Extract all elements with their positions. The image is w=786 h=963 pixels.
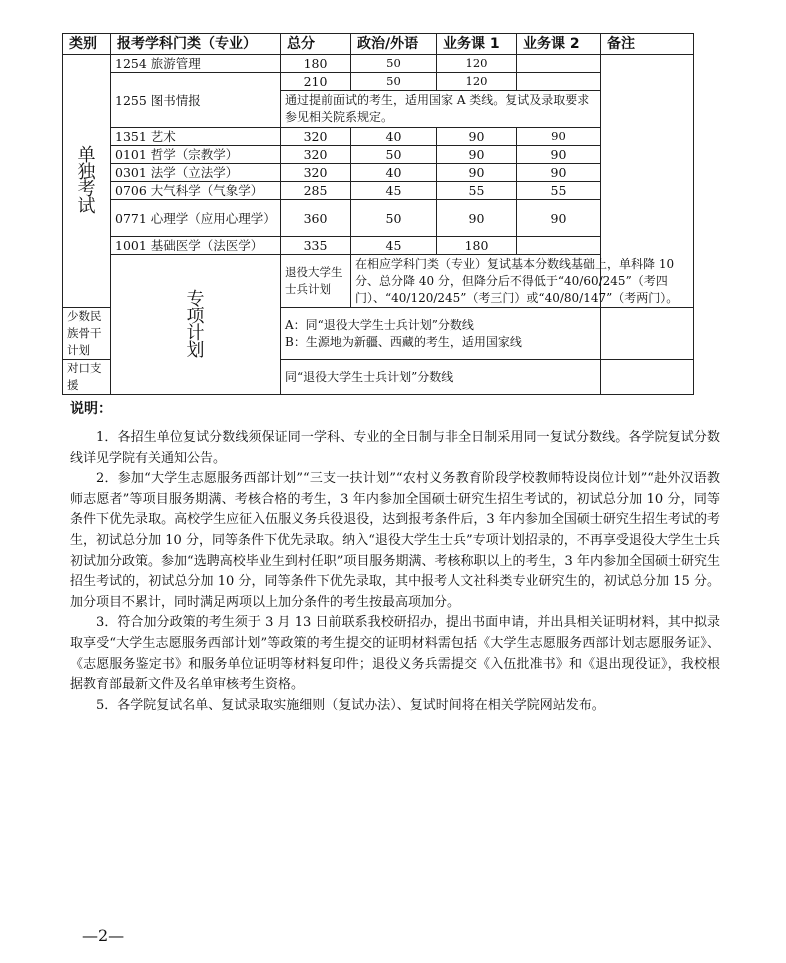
course2-cell	[517, 73, 601, 91]
plan-name: 少数民族骨干计划	[63, 308, 111, 360]
table-row	[63, 128, 694, 146]
total-cell: 210	[281, 73, 351, 91]
plan-desc-b: B：生源地为新疆、西藏的考生，适用国家线	[285, 334, 522, 349]
subject-cell: 1254 旅游管理	[111, 55, 281, 73]
politics-cell: 45	[351, 182, 437, 200]
politics-cell: 50	[351, 146, 437, 164]
header-total: 总分	[281, 34, 351, 55]
table-row	[63, 164, 694, 182]
total-cell: 320	[281, 146, 351, 164]
table-row	[63, 55, 694, 73]
course2-cell: 90	[517, 146, 601, 164]
course1-cell: 90	[437, 128, 517, 146]
course1-cell: 55	[437, 182, 517, 200]
header-course1: 业务课 1	[437, 34, 517, 55]
course1-cell: 120	[437, 73, 517, 91]
course2-cell: 90	[517, 200, 601, 237]
note-item: 5．各学院复试名单、复试录取实施细则（复试办法）、复试时间将在相关学院网站发布。	[96, 697, 605, 713]
score-table	[62, 33, 694, 395]
politics-cell: 50	[351, 73, 437, 91]
header-course2: 业务课 2	[517, 34, 601, 55]
subject-cell: 1255 图书情报	[111, 73, 281, 128]
course1-cell: 120	[437, 55, 517, 73]
header-category: 类别	[63, 34, 111, 55]
header-politics: 政治/外语	[351, 34, 437, 55]
header-remark: 备注	[601, 34, 694, 55]
plan-name: 退役大学生士兵计划	[281, 255, 351, 308]
plan-desc: 在相应学科门类（专业）复试基本分数线基础上，单科降 10 分、总分降 40 分，但降分后不得低于“40/60/245”（考四门）、“40/120/245”（考三门）或“40/80/147”（考两门）。	[351, 255, 694, 308]
course2-cell	[517, 55, 601, 73]
subject-cell: 0301 法学（立法学）	[111, 164, 281, 182]
category-single-exam: 单独考试	[63, 55, 111, 308]
note-item: 1．各招生单位复试分数线须保证同一学科、专业的全日制与非全日制采用同一复试分数线。各学院复试分数线详见学院有关通知公告。	[70, 430, 720, 466]
table-row	[63, 200, 694, 237]
notes-title: 说明：	[70, 401, 112, 417]
total-cell: 180	[281, 55, 351, 73]
table-row	[63, 182, 694, 200]
subject-cell: 0771 心理学（应用心理学）	[111, 200, 281, 237]
table-row	[63, 73, 694, 91]
plan-desc	[281, 308, 601, 360]
politics-cell: 40	[351, 164, 437, 182]
table-row	[63, 237, 694, 255]
course2-cell: 55	[517, 182, 601, 200]
course2-cell: 90	[517, 128, 601, 146]
remark-cell	[601, 360, 694, 395]
table-row	[63, 255, 694, 308]
category-special-plan: 专项计划	[111, 255, 281, 395]
plan-desc: 同“退役大学生士兵计划”分数线	[281, 360, 601, 395]
note-item: 3．符合加分政策的考生须于 3 月 13 日前联系我校研招办，提出书面申请，并出具相关证明材料，其中拟录取享受“大学生志愿服务西部计划”等政策的考生提交的证明材料需包括《大学生志愿服务西部计划志愿服务证》、《志愿服务鉴定书》和服务单位证明等材料复印件；退役义务兵需提交《入伍批准书》和《退出现役证》，我校根据教育部最新文件及名单审核考生资格。	[70, 615, 720, 693]
table-header-row	[63, 34, 694, 55]
total-cell: 335	[281, 237, 351, 255]
note-cell: 通过提前面试的考生，适用国家 A 类线。复试及录取要求参见相关院系规定。	[281, 91, 601, 128]
total-cell: 360	[281, 200, 351, 237]
total-cell: 320	[281, 164, 351, 182]
notes-body	[70, 428, 720, 716]
page-number: —2—	[82, 926, 125, 945]
note-item: 2．参加“大学生志愿服务西部计划”“三支一扶计划”“农村义务教育阶段学校教师特设岗位计划”“赴外汉语教师志愿者”等项目服务期满、考核合格的考生，3 年内参加全国硕士研究生招生考试的，初试总分加 10 分，同等条件下优先录取。高校学生应征入伍服义务兵役退役，达到报考条件后，3 年内参加全国硕士研究生招生考试的考生，初试总分加 10 分，同等条件下优先录取。纳入“退役大学生士兵”专项计划招录的，不再享受退役大学生士兵初试加分政策。参加“选聘高校毕业生到村任职”项目服务期满、考核称职以上的考生，3 年内参加全国硕士研究生招生考试的，初试总分加 10 分，同等条件下优先录取，其中报考人文社科类专业研究生的，初试总分加 15 分。加分项目不累计，同时满足两项以上加分条件的考生按最高项加分。	[70, 471, 720, 610]
course1-cell: 180	[437, 237, 517, 255]
remark-cell	[601, 308, 694, 360]
subject-cell: 1351 艺术	[111, 128, 281, 146]
subject-cell: 0706 大气科学（气象学）	[111, 182, 281, 200]
politics-cell: 40	[351, 128, 437, 146]
header-subject: 报考学科门类（专业）	[111, 34, 281, 55]
politics-cell: 45	[351, 237, 437, 255]
plan-name: 对口支援	[63, 360, 111, 395]
course1-cell: 90	[437, 164, 517, 182]
subject-cell: 1001 基础医学（法医学）	[111, 237, 281, 255]
course2-cell	[517, 237, 601, 255]
politics-cell: 50	[351, 200, 437, 237]
total-cell: 320	[281, 128, 351, 146]
politics-cell: 50	[351, 55, 437, 73]
table-row	[63, 146, 694, 164]
subject-cell: 0101 哲学（宗教学）	[111, 146, 281, 164]
course1-cell: 90	[437, 146, 517, 164]
total-cell: 285	[281, 182, 351, 200]
course1-cell: 90	[437, 200, 517, 237]
course2-cell: 90	[517, 164, 601, 182]
plan-desc-a: A：同“退役大学生士兵计划”分数线	[285, 317, 474, 332]
